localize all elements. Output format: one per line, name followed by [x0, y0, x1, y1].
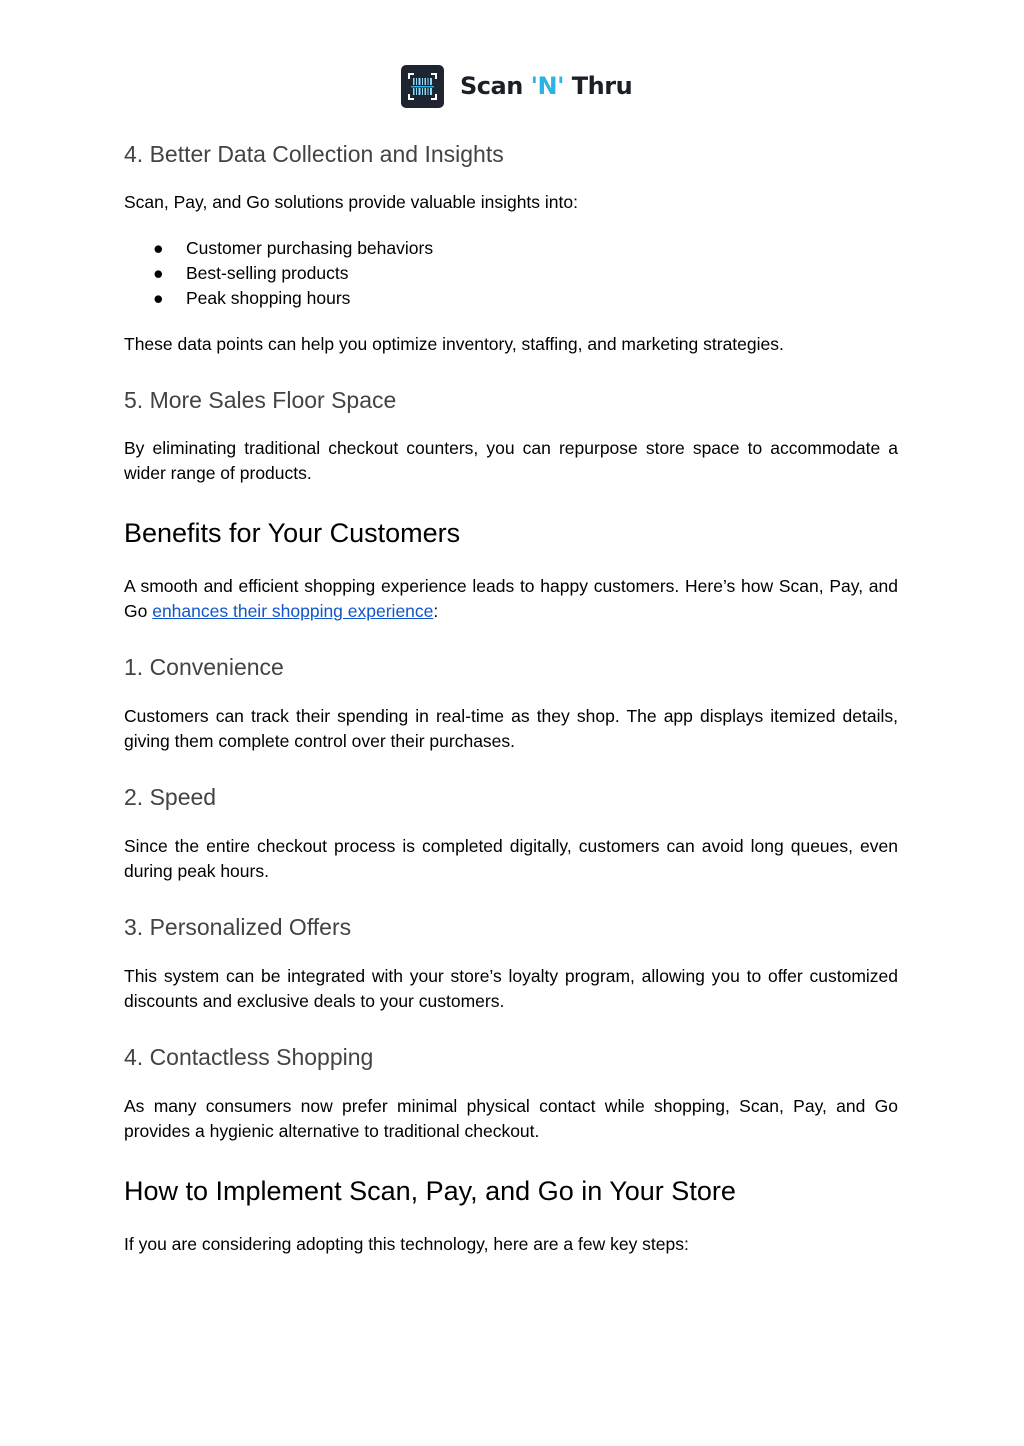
- heading-contactless-shopping: 4. Contactless Shopping: [124, 1044, 374, 1070]
- list-item: [124, 286, 433, 311]
- brand-logo: [401, 64, 632, 108]
- heading-personalized-offers: 3. Personalized Offers: [124, 914, 352, 940]
- heading-convenience: 1. Convenience: [124, 654, 284, 680]
- paragraph-contactless-shopping: As many consumers now prefer minimal physical contact while shopping, Scan, Pay, and Go provides a hygienic alternative to traditional checkout.: [124, 1096, 898, 1141]
- barcode-scan-icon: [401, 65, 444, 108]
- bullet-icon: ●: [153, 263, 164, 283]
- paragraph-personalized-offers: This system can be integrated with your store’s loyalty program, allowing you to offer customized discounts and exclusive deals to your customers.: [124, 966, 898, 1011]
- list-item-text: Customer purchasing behaviors: [186, 238, 434, 258]
- customer-intro-colon: :: [433, 601, 439, 621]
- heading-implementation: How to Implement Scan, Pay, and Go in Your Store: [124, 1176, 736, 1206]
- heading-data-collection: 4. Better Data Collection and Insights: [124, 141, 504, 167]
- brand-name: [460, 72, 632, 100]
- heading-floor-space: 5. More Sales Floor Space: [124, 387, 397, 413]
- customer-intro-text: A smooth and efficient shopping experience leads to happy customers. Here’s how Scan, Pay, and Go: [124, 576, 898, 621]
- list-item-text: Best-selling products: [186, 263, 349, 283]
- bullet-icon: ●: [153, 288, 164, 308]
- shopping-experience-link[interactable]: enhances their shopping experience: [152, 601, 434, 621]
- paragraph-floor-space: By eliminating traditional checkout counters, you can repurpose store space to accommodate a wider range of products.: [124, 438, 898, 483]
- list-item-text: Peak shopping hours: [186, 288, 351, 308]
- list-item: [124, 236, 433, 261]
- insights-bullet-list: [124, 236, 433, 311]
- heading-speed: 2. Speed: [124, 784, 217, 810]
- list-item: [124, 261, 433, 286]
- paragraph-data-intro: Scan, Pay, and Go solutions provide valuable insights into:: [124, 192, 578, 212]
- paragraph-implementation-intro: If you are considering adopting this technology, here are a few key steps:: [124, 1234, 689, 1254]
- heading-customer-benefits: Benefits for Your Customers: [124, 518, 461, 548]
- brand-name-part1: Scan: [460, 72, 531, 100]
- brand-name-accent: 'N': [530, 72, 564, 100]
- paragraph-convenience: Customers can track their spending in real-time as they shop. The app displays itemized details, giving them complete control over their purchases.: [124, 706, 898, 751]
- paragraph-data-outro: These data points can help you optimize inventory, staffing, and marketing strategies.: [124, 334, 784, 354]
- brand-name-part3: Thru: [563, 72, 633, 100]
- paragraph-speed: Since the entire checkout process is completed digitally, customers can avoid long queues, even during peak hours.: [124, 836, 898, 881]
- paragraph-customer-intro: [124, 574, 898, 624]
- bullet-icon: ●: [153, 238, 164, 258]
